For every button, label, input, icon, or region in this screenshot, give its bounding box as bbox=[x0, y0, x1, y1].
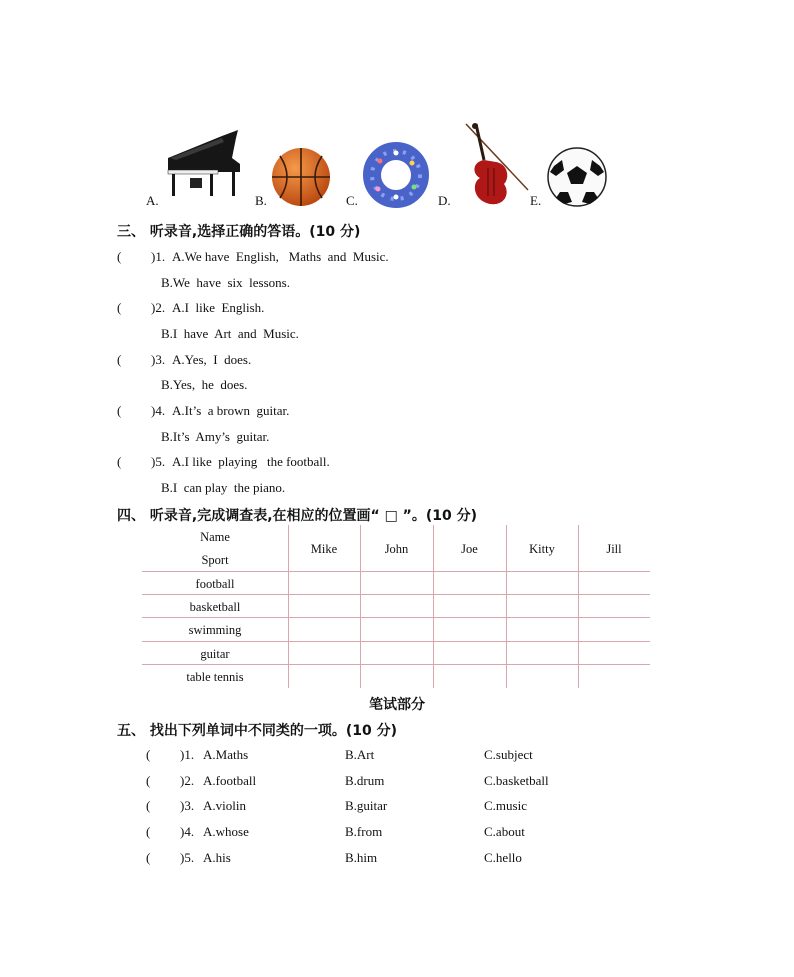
option-a: A.football bbox=[203, 773, 257, 788]
option-a: A.I like English. bbox=[172, 300, 265, 315]
piano-icon bbox=[162, 128, 244, 200]
question-number: )2. bbox=[180, 773, 195, 788]
question-number: )2. bbox=[151, 300, 166, 315]
option-b: B.Art bbox=[345, 747, 375, 762]
question-number: )4. bbox=[151, 403, 166, 418]
question-number: )5. bbox=[151, 454, 166, 469]
option-b: B.It’s Amy’s guitar. bbox=[161, 429, 270, 444]
option-c: C.basketball bbox=[484, 773, 549, 788]
option-b: B.Yes, he does. bbox=[161, 377, 248, 392]
picture-label-e: E. bbox=[530, 193, 542, 208]
answer-paren[interactable]: ( bbox=[117, 352, 122, 367]
answer-paren[interactable]: ( bbox=[146, 798, 151, 813]
answer-paren[interactable]: ( bbox=[146, 747, 151, 762]
column-header: Joe bbox=[461, 542, 478, 556]
column-header: Kitty bbox=[529, 542, 555, 556]
question-number: )3. bbox=[180, 798, 195, 813]
table-divider bbox=[142, 571, 650, 572]
option-b: B.from bbox=[345, 824, 383, 839]
table-divider bbox=[142, 664, 650, 665]
question-number: )5. bbox=[180, 850, 195, 865]
column-header: Jill bbox=[606, 542, 622, 556]
answer-paren[interactable]: ( bbox=[117, 300, 122, 315]
option-b: B.I have Art and Music. bbox=[161, 326, 299, 341]
picture-label-b: B. bbox=[255, 193, 267, 208]
answer-paren[interactable]: ( bbox=[146, 824, 151, 839]
row-header: football bbox=[195, 577, 235, 591]
table-divider bbox=[142, 617, 650, 618]
option-a: A.Yes, I does. bbox=[172, 352, 252, 367]
answer-paren[interactable]: ( bbox=[117, 249, 122, 264]
option-c: C.music bbox=[484, 798, 527, 813]
question-number: )1. bbox=[151, 249, 166, 264]
answer-paren[interactable]: ( bbox=[117, 454, 122, 469]
question-number: )1. bbox=[180, 747, 195, 762]
option-a: A.We have English, Maths and Music. bbox=[172, 249, 389, 264]
option-b: B.drum bbox=[345, 773, 385, 788]
option-b: B.guitar bbox=[345, 798, 388, 813]
row-header: basketball bbox=[189, 600, 241, 614]
option-b: B.him bbox=[345, 850, 378, 865]
option-b: B.I can play the piano. bbox=[161, 480, 286, 495]
corner-sport-label: Sport bbox=[201, 553, 229, 567]
corner-name-label: Name bbox=[200, 530, 230, 544]
option-a: A.his bbox=[203, 850, 231, 865]
section4-title: 四、 听录音,完成调查表,在相应的位置画“ □ ”。(10 分) bbox=[117, 508, 478, 524]
picture-label-c: C. bbox=[346, 193, 358, 208]
section5-title: 五、 找出下列单词中不同类的一项。(10 分) bbox=[117, 723, 398, 739]
row-header: swimming bbox=[188, 623, 242, 637]
written-part-title: 笔试部分 bbox=[369, 697, 425, 713]
table-divider bbox=[142, 594, 650, 595]
violin-icon bbox=[458, 120, 532, 210]
option-a: A.I like playing the football. bbox=[172, 454, 330, 469]
row-header: table tennis bbox=[186, 670, 244, 684]
answer-paren[interactable]: ( bbox=[146, 850, 151, 865]
option-a: A.whose bbox=[203, 824, 249, 839]
option-a: A.It’s a brown guitar. bbox=[172, 403, 290, 418]
option-a: A.violin bbox=[203, 798, 246, 813]
swim-ring-icon bbox=[362, 141, 430, 209]
section3-title: 三、 听录音,选择正确的答语。(10 分) bbox=[117, 224, 361, 240]
column-header: John bbox=[384, 542, 409, 556]
picture-label-a: A. bbox=[146, 193, 159, 208]
table-divider bbox=[142, 641, 650, 642]
option-c: C.subject bbox=[484, 747, 533, 762]
football-icon bbox=[546, 146, 608, 208]
question-number: )4. bbox=[180, 824, 195, 839]
option-a: A.Maths bbox=[203, 747, 249, 762]
picture-label-d: D. bbox=[438, 193, 451, 208]
answer-paren[interactable]: ( bbox=[117, 403, 122, 418]
option-b: B.We have six lessons. bbox=[161, 275, 290, 290]
answer-paren[interactable]: ( bbox=[146, 773, 151, 788]
column-header: Mike bbox=[310, 542, 338, 556]
row-header: guitar bbox=[200, 647, 230, 661]
option-c: C.hello bbox=[484, 850, 522, 865]
question-number: )3. bbox=[151, 352, 166, 367]
option-c: C.about bbox=[484, 824, 525, 839]
basketball-icon bbox=[270, 146, 332, 208]
